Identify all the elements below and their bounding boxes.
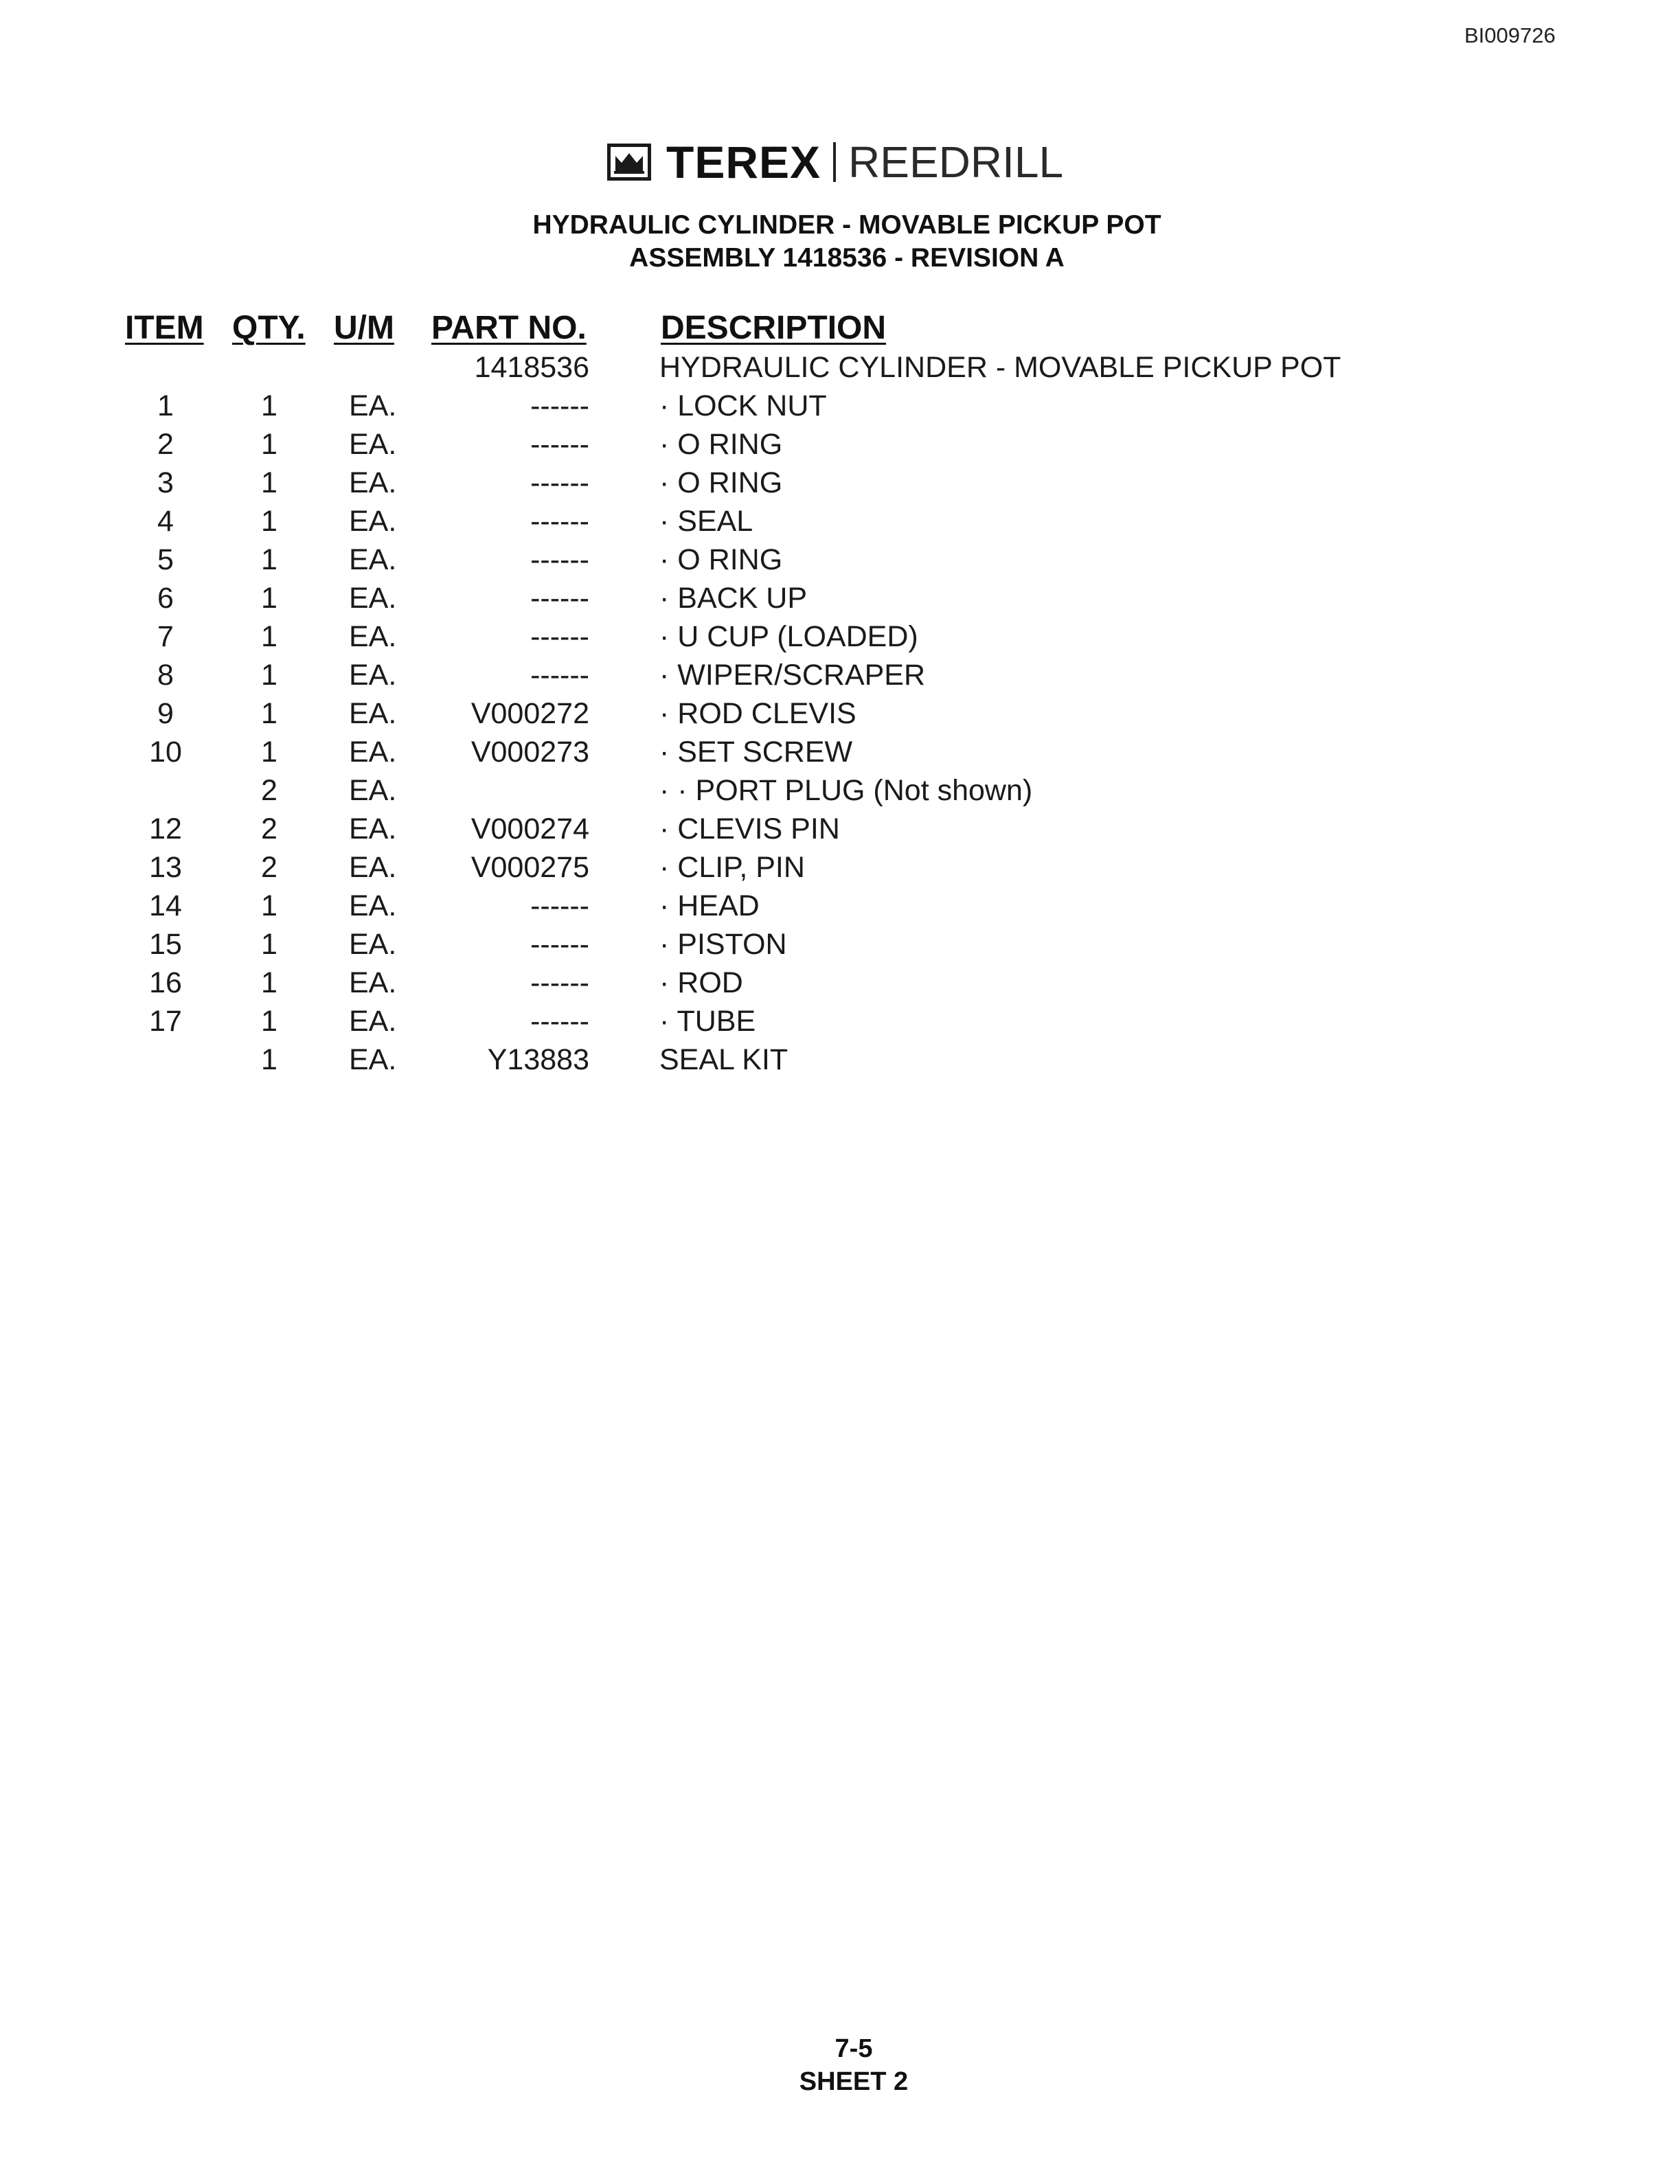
parts-list (0, 348, 1680, 1079)
quantity: 1 (261, 697, 277, 730)
part-number: ------ (530, 582, 589, 615)
unit-of-measure: EA. (349, 466, 397, 499)
unit-of-measure: EA. (349, 966, 397, 999)
quantity: 1 (261, 928, 277, 961)
description: · CLEVIS PIN (659, 812, 840, 845)
unit-of-measure: EA. (349, 505, 397, 538)
item-number: 7 (157, 620, 174, 653)
description: · O RING (659, 466, 783, 499)
document-title: HYDRAULIC CYLINDER - MOVABLE PICKUP POT (532, 210, 1161, 240)
part-number: V000273 (470, 736, 589, 769)
unit-of-measure: EA. (349, 774, 397, 807)
unit-of-measure: EA. (349, 736, 397, 769)
unit-of-measure: EA. (349, 428, 397, 461)
item-number: 6 (157, 582, 174, 615)
unit-of-measure: EA. (349, 851, 397, 884)
quantity: 1 (261, 1005, 277, 1038)
item-number: 15 (149, 928, 182, 961)
unit-of-measure: EA. (349, 620, 397, 653)
unit-of-measure: EA. (349, 582, 397, 615)
item-number: 2 (157, 428, 174, 461)
description: · BACK UP (659, 582, 808, 615)
table-row (0, 694, 1680, 733)
item-number: 8 (157, 659, 174, 692)
part-number: ------ (530, 928, 589, 961)
table-row (0, 617, 1680, 656)
table-row (0, 848, 1680, 887)
sheet-number: SHEET 2 (799, 2067, 909, 2096)
description: · ROD (659, 966, 743, 999)
quantity: 1 (261, 466, 277, 499)
table-row (0, 387, 1680, 425)
table-row (0, 541, 1680, 579)
item-number: 13 (149, 851, 182, 884)
brand-name: TEREX (666, 137, 821, 187)
quantity: 2 (261, 774, 277, 807)
part-number: ------ (530, 889, 589, 922)
description: HYDRAULIC CYLINDER - MOVABLE PICKUP POT (659, 351, 1341, 384)
description: · LOCK NUT (659, 389, 827, 422)
description: · U CUP (LOADED) (659, 620, 918, 653)
table-row (0, 964, 1680, 1002)
part-number: V000272 (470, 697, 589, 730)
part-number: ------ (530, 543, 589, 576)
table-row (0, 348, 1680, 387)
quantity: 1 (261, 505, 277, 538)
quantity: 2 (261, 851, 277, 884)
unit-of-measure: EA. (349, 812, 397, 845)
part-number: ------ (530, 466, 589, 499)
quantity: 1 (261, 966, 277, 999)
item-number: 1 (157, 389, 174, 422)
item-number: 5 (157, 543, 174, 576)
part-number: ------ (530, 389, 589, 422)
unit-of-measure: EA. (349, 659, 397, 692)
table-row (0, 1002, 1680, 1040)
quantity: 1 (261, 1043, 277, 1076)
column-header-qty: QTY. (232, 310, 306, 346)
column-header-description: DESCRIPTION (661, 310, 887, 346)
description: · HEAD (659, 889, 760, 922)
quantity: 1 (261, 659, 277, 692)
part-number: V000275 (470, 851, 589, 884)
table-row (0, 502, 1680, 541)
part-number: Y13883 (487, 1043, 589, 1076)
description: · PISTON (659, 928, 787, 961)
brand-logo (607, 135, 1063, 190)
quantity: 1 (261, 736, 277, 769)
description: · SET SCREW (659, 736, 853, 769)
table-row (0, 887, 1680, 925)
table-row (0, 656, 1680, 694)
description: SEAL KIT (659, 1043, 788, 1076)
description: · SEAL (659, 505, 753, 538)
quantity: 1 (261, 428, 277, 461)
item-number: 3 (157, 466, 174, 499)
description: · TUBE (659, 1005, 756, 1038)
description: · ROD CLEVIS (659, 697, 856, 730)
unit-of-measure: EA. (349, 928, 397, 961)
brand-subname: REEDRILL (848, 137, 1064, 187)
quantity: 2 (261, 812, 277, 845)
description: · CLIP, PIN (659, 851, 805, 884)
item-number: 14 (149, 889, 182, 922)
unit-of-measure: EA. (349, 389, 397, 422)
column-header-part-no: PART NO. (431, 310, 587, 346)
description: · · PORT PLUG (Not shown) (659, 774, 1033, 807)
item-number: 10 (149, 736, 182, 769)
column-header-item: ITEM (125, 310, 204, 346)
quantity: 1 (261, 620, 277, 653)
table-row (0, 425, 1680, 464)
part-number: ------ (530, 966, 589, 999)
column-header-um: U/M (334, 310, 394, 346)
document-id: BI009726 (1464, 23, 1556, 47)
description: · O RING (659, 543, 783, 576)
quantity: 1 (261, 543, 277, 576)
table-row (0, 733, 1680, 771)
page-number: 7-5 (835, 2034, 873, 2063)
crown-logo-icon (607, 144, 651, 181)
part-number: 1418536 (474, 351, 589, 384)
table-row (0, 579, 1680, 617)
part-number: ------ (530, 1005, 589, 1038)
unit-of-measure: EA. (349, 543, 397, 576)
item-number: 16 (149, 966, 182, 999)
part-number: ------ (530, 620, 589, 653)
description: · O RING (659, 428, 783, 461)
part-number: V000274 (470, 812, 589, 845)
part-number: ------ (530, 428, 589, 461)
table-row (0, 771, 1680, 810)
unit-of-measure: EA. (349, 697, 397, 730)
part-number: ------ (530, 659, 589, 692)
quantity: 1 (261, 389, 277, 422)
unit-of-measure: EA. (349, 889, 397, 922)
item-number: 4 (157, 505, 174, 538)
brand-divider (833, 142, 836, 182)
quantity: 1 (261, 889, 277, 922)
item-number: 12 (149, 812, 182, 845)
description: · WIPER/SCRAPER (659, 659, 926, 692)
item-number: 9 (157, 697, 174, 730)
part-number: ------ (530, 505, 589, 538)
item-number: 17 (149, 1005, 182, 1038)
quantity: 1 (261, 582, 277, 615)
table-row (0, 464, 1680, 502)
table-row (0, 925, 1680, 964)
unit-of-measure: EA. (349, 1043, 397, 1076)
unit-of-measure: EA. (349, 1005, 397, 1038)
table-row (0, 810, 1680, 848)
table-row (0, 1040, 1680, 1079)
document-subtitle: ASSEMBLY 1418536 - REVISION A (629, 243, 1065, 273)
